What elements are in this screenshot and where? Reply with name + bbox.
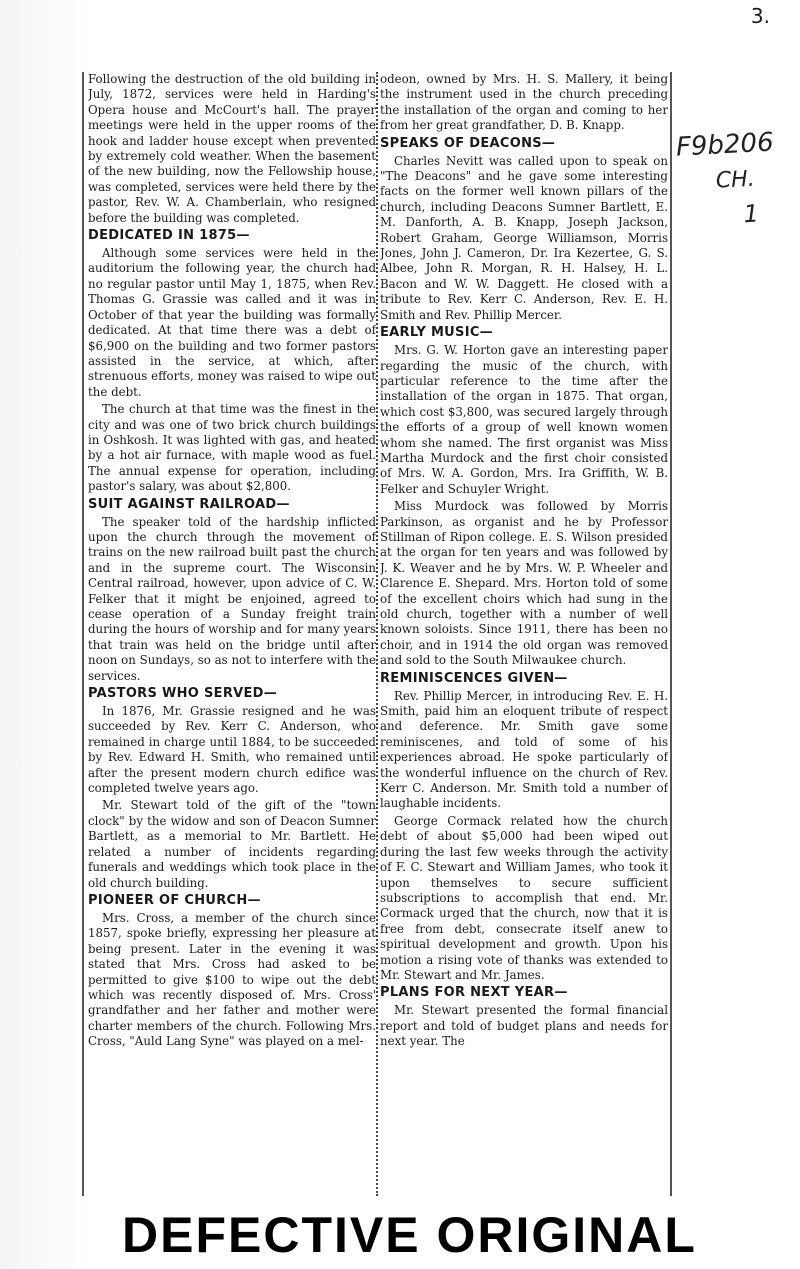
left-column bbox=[88, 72, 376, 1196]
paragraph: odeon, owned by Mrs. H. S. Mallery, it being the instrument used in the church preceding the installation of the organ and coming to her from her great grandfather, D. B. Knapp. bbox=[380, 72, 668, 133]
scan-margin bbox=[0, 0, 90, 1269]
section-heading: PASTORS WHO SERVED— bbox=[88, 686, 278, 702]
paragraph: The speaker told of the hardship inflicted upon the church through the movement of trains on the new railroad built past the church and in the supreme court. The Wisconsin Central railroad, however, upon advice of C. W. Felker that it might be enjoined, agreed to cease operation of a Sunday freight train during the hours of worship and for many years that train was held on the bridge until after noon on Sundays, so as not to interfere with the services. bbox=[88, 514, 376, 683]
annotation-line-3: 1 bbox=[742, 199, 760, 229]
section-heading: SPEAKS OF DEACONS— bbox=[380, 135, 556, 151]
section-heading: REMINISCENCES GIVEN— bbox=[380, 670, 568, 686]
page-number: 3. bbox=[750, 4, 770, 28]
paragraph: George Cormack related how the church debt of about $5,000 had been wiped out during the last few weeks through the activity of F. C. Stewart and William James, who took it upon themselves to secure sufficient subscriptions to accomplish that end. Mr. Cormack urged that the church, now that it is free from debt, consecrate itself anew to spiritual development and growth. Upon his motion a rising vote of thanks was extended to Mr. Stewart and Mr. James. bbox=[380, 813, 668, 982]
annotation-line-2: CH. bbox=[715, 166, 756, 194]
section-heading: EARLY MUSIC— bbox=[380, 325, 493, 341]
handwritten-annotation bbox=[675, 127, 780, 239]
paragraph: Although some services were held in the auditorium the following year, the church had no regular pastor until May 1, 1875, when Rev. Thomas G. Grassie was called and it was in October of that year the building was formally dedicated. At that time there was a debt of $6,900 on the building and two former pastors assisted in the service, at which, after strenuous efforts, money was raised to wipe out the debt. bbox=[88, 246, 376, 399]
paragraph: Mr. Stewart presented the formal financial report and told of budget plans and needs for next year. The bbox=[380, 1003, 668, 1049]
paragraph: Mrs. Cross, a member of the church since 1857, spoke briefly, expressing her pleasure at being present. Later in the evening it was stated that Mrs. Cross had asked to be permitted to give $100 to wipe out the debt which was recently disposed of. Mrs. Cross' grandfather and her father and mother were charter members of the church. Following Mrs. Cross, "Auld Lang Syne" was played on a mel- bbox=[88, 910, 376, 1049]
section-heading: DEDICATED IN 1875— bbox=[88, 228, 250, 244]
section-heading: PLANS FOR NEXT YEAR— bbox=[380, 985, 568, 1001]
column-divider bbox=[376, 72, 378, 1196]
annotation-line-1: F9b206 bbox=[675, 127, 775, 163]
paragraph: Miss Murdock was followed by Morris Parkinson, as organist and he by Professor Stillman of Ripon college. E. S. Wilson presided at the organ for ten years and was followed by J. K. Weaver and he by Mrs. W. P. Wheeler and Clarence E. Shepard. Mrs. Horton told of some of the excellent choirs which had sung in the old church, together with a number of well known soloists. Since 1911, there has been no choir, and in 1914 the old organ was removed and sold to the South Milwaukee church. bbox=[380, 499, 668, 668]
paragraph: Mrs. G. W. Horton gave an interesting paper regarding the music of the church, with particular reference to the time after the installation of the organ in 1875. That organ, which cost $3,800, was secured largely through the efforts of a group of well known women whom she named. The first organist was Miss Martha Murdock and the first choir consisted of Mrs. W. A. Gordon, Mrs. Ira Griffith, W. B. Felker and Schuyler Wright. bbox=[380, 343, 668, 496]
defective-original-stamp: DEFECTIVE ORIGINAL bbox=[122, 1207, 697, 1263]
paragraph: Mr. Stewart told of the gift of the "town clock" by the widow and son of Deacon Sumner Bartlett, as a memorial to Mr. Bartlett. He related a number of incidents regarding funerals and weddings which took place in the old church building. bbox=[88, 798, 376, 890]
paragraph: In 1876, Mr. Grassie resigned and he was succeeded by Rev. Kerr C. Anderson, who remained in charge until 1884, to be succeeded by Rev. Edward H. Smith, who remained until after the present modern church edifice was completed twelve years ago. bbox=[88, 704, 376, 796]
paragraph: The church at that time was the finest in the city and was one of two brick church buildings in Oshkosh. It was lighted with gas, and heated by a hot air furnace, with maple wood as fuel. The annual expense for operation, including pastor's salary, was about $2,800. bbox=[88, 402, 376, 494]
section-heading: PIONEER OF CHURCH— bbox=[88, 892, 261, 908]
newspaper-clipping bbox=[82, 72, 672, 1196]
paragraph: Rev. Phillip Mercer, in introducing Rev. E. H. Smith, paid him an eloquent tribute of respect and deference. Mr. Smith gave some reminiscenes, and told of some of his experiences abroad. He spoke particularly of the wonderful influence on the church of Rev. Kerr C. Anderson. Mr. Smith told a number of laughable incidents. bbox=[380, 688, 668, 811]
paragraph: Following the destruction of the old building in July, 1872, services were held in Harding's Opera house and McCourt's hall. The prayer meetings were held in the upper rooms of the hook and ladder house except when prevented by extremely cold weather. When the basement of the new building, now the Fellowship house, was completed, services were held there by the pastor, Rev. W. A. Chamberlain, who resigned before the building was completed. bbox=[88, 72, 376, 225]
paragraph: Charles Nevitt was called upon to speak on "The Deacons" and he gave some interesting facts on the former well known pillars of the church, including Deacons Sumner Bartlett, E. M. Danforth, A. B. Knapp, Joseph Jackson, Robert Graham, George Williamson, Morris Jones, John J. Cameron, Dr. Ira Kezertee, G. S. Albee, John R. Morgan, R. H. Halsey, H. L. Bacon and W. W. Daggett. He closed with a tribute to Rev. Kerr C. Anderson, Rev. E. H. Smith and Rev. Phillip Mercer. bbox=[380, 153, 668, 322]
right-column bbox=[380, 72, 668, 1196]
section-heading: SUIT AGAINST RAILROAD— bbox=[88, 496, 290, 512]
